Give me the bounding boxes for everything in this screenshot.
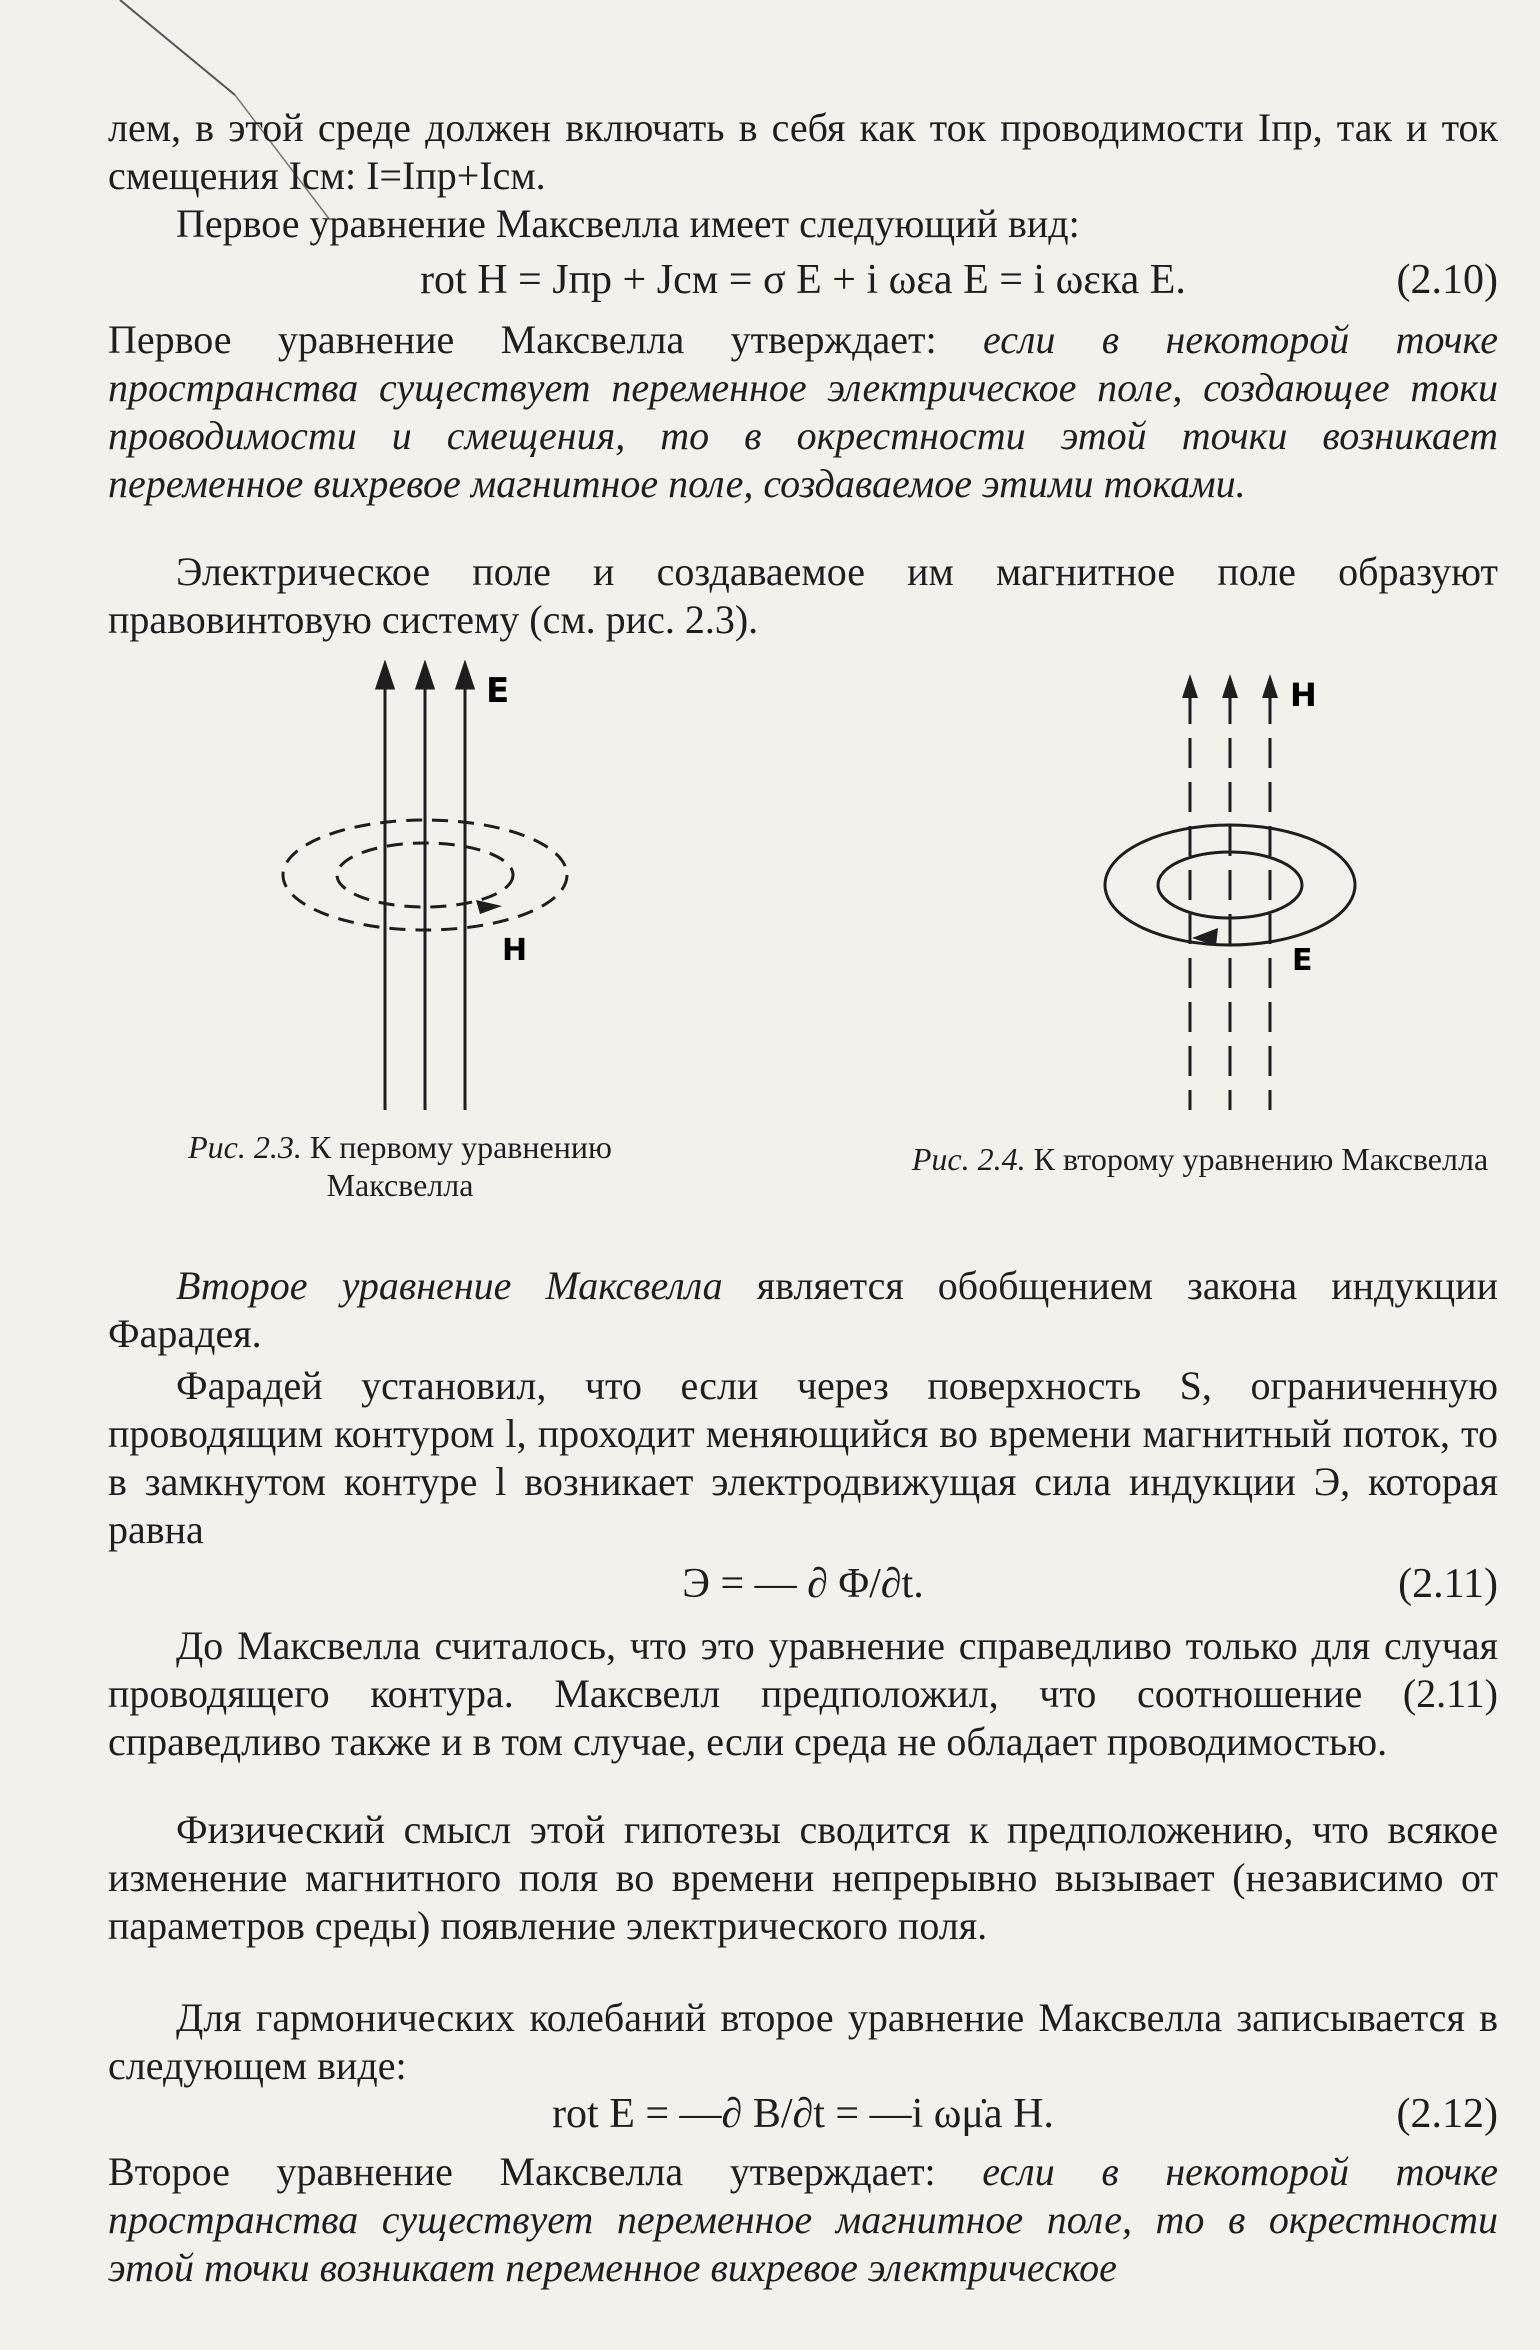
caption-number: Рис. 2.4. [911,1141,1026,1177]
caption-fig-2-4 [890,1140,1510,1178]
arrowhead [417,664,433,688]
paragraph-intro: лем, в этой среде должен включать в себя как ток проводимости Iпр, так и ток смещения Iсм: I=Iпр+Iсм. [108,105,1498,198]
arrowhead [377,664,393,688]
paragraph-right-screw: Электрическое поле и создаваемое им магнитное поле образуют правовинтовую систему (см. рис. 2.3). [108,549,1498,642]
paragraph-first-eq-statement [108,316,1498,508]
caption-fig-2-3 [180,1128,620,1204]
equation-number: (2.10) [1396,257,1498,303]
caption-text: К второму уравнению Максвелла [1033,1141,1489,1177]
equation-formula: rot E = —∂ B/∂t = —i ωμ̇a H. [552,2091,1054,2137]
equation-2-10 [108,252,1498,308]
equation-number: (2.12) [1396,2091,1498,2137]
arrowhead [1182,674,1198,698]
figure-2-4 [1080,670,1380,1120]
caption-number: Рис. 2.3. [188,1129,302,1165]
equation-formula: Э = — ∂ Φ/∂t. [682,1561,924,1607]
statement-italic: если в некоторой точке пространства существует переменное магнитное поле, то в окрестности этой точки возникает переменное вихревое электрическое [108,2149,1499,2290]
paragraph-before-maxwell: До Максвелла считалось, что это уравнение справедливо только для случая проводящего контура. Максвелл предположил, что соотношение (2.11) справедливо также и в том случае, если среда не обладает проводимостью. [108,1623,1498,1764]
statement-italic: если в некоторой точке пространства существует переменное электрическое поле, создающее токи проводимости и смещения, то в окрестности этой точки возникает переменное вихревое магнитное поле, создаваемое этими токами. [108,317,1499,506]
arrowhead [457,664,473,688]
arrowhead [1262,674,1278,698]
equation-formula: rot H = Jпр + Jсм = σ E + i ωεa E = i ωεка E. [420,257,1186,303]
paragraph-harmonic: Для гармонических колебаний второе уравнение Максвелла записывается в следующем виде: [108,1995,1498,2088]
h-arrowhead [476,900,502,914]
paragraph-faraday: Фарадей установил, что если через поверхность S, ограниченную проводящим контуром l, проходит меняющийся во времени магнитный поток, то в замкнутом контуре l возникает электродвижущая сила индукции Э, которая равна [108,1363,1498,1552]
arrowhead [1222,674,1238,698]
equation-2-11 [108,1556,1498,1612]
second-eq-text: является обобщением закона индукции Фарадея. [108,1263,1498,1356]
paragraph-physical-meaning: Физический смысл этой гипотезы сводится к предположению, что всякое изменение магнитного поля во времени непрерывно вызывает (независимо от параметров среды) появление электрического поля. [108,1807,1498,1948]
caption-text: К первому уравнению Максвелла [309,1129,612,1203]
label-h: H [1290,676,1317,714]
figure-2-3 [270,660,600,1120]
second-eq-title: Второе уравнение Максвелла [176,1263,723,1308]
statement-lead: Первое уравнение Максвелла утверждает: [108,317,983,362]
paragraph-first-eq-intro: Первое уравнение Максвелла имеет следующий вид: [176,201,1080,246]
label-e: E [1292,943,1313,978]
label-h: H [502,933,528,968]
statement-lead: Второе уравнение Максвелла утверждает: [108,2149,983,2194]
paragraph-second-eq-intro [108,1262,1498,1358]
label-e: E [486,671,510,711]
equation-number: (2.11) [1398,1561,1498,1607]
paragraph-second-eq-statement [108,2148,1498,2292]
equation-2-12 [108,2086,1498,2142]
